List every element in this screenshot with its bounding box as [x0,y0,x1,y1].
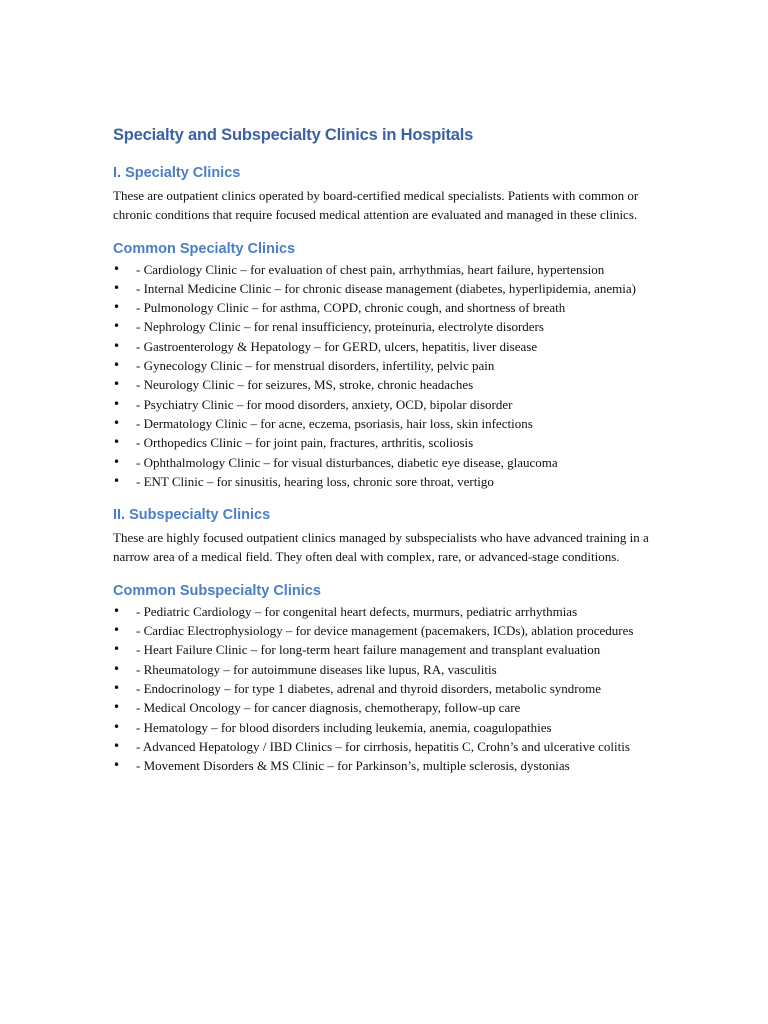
list-item [113,317,658,336]
bullet-icon: • [113,358,121,373]
list-item [113,453,658,472]
bullet-icon: • [113,300,121,315]
bullet-icon: • [113,473,121,488]
list-item-text: - Movement Disorders & MS Clinic – for Parkinson’s, multiple sclerosis, dystonias [136,758,570,774]
list-item-text: - Internal Medicine Clinic – for chronic disease management (diabetes, hyperlipidemia, anemia) [136,280,636,296]
section-subspecialty-clinics [113,505,658,775]
list-item-text: - Ophthalmology Clinic – for visual disturbances, diabetic eye disease, glaucoma [136,454,558,470]
list-item-text: - Neurology Clinic – for seizures, MS, stroke, chronic headaches [136,377,474,393]
list-item [113,395,658,414]
list-item [113,756,658,775]
list-item [113,337,658,356]
bullet-icon: • [113,396,121,411]
list-item-text: - Dermatology Clinic – for acne, eczema, psoriasis, hair loss, skin infections [136,415,533,431]
list-item [113,298,658,317]
list-item-text: - Advanced Hepatology / IBD Clinics – for cirrhosis, hepatitis C, Crohn’s and ulcerative colitis [136,738,630,754]
list-item [113,602,658,621]
list-item [113,640,658,659]
subspecialty-list-heading: Common Subspecialty Clinics [113,582,321,599]
bullet-icon: • [113,738,121,753]
list-item-text: - Rheumatology – for autoimmune diseases like lupus, RA, vasculitis [136,661,497,677]
list-item-text: - Endocrinology – for type 1 diabetes, adrenal and thyroid disorders, metabolic syndrome [136,680,601,696]
list-item [113,260,658,279]
bullet-icon: • [113,319,121,334]
list-item-text: - Pulmonology Clinic – for asthma, COPD, chronic cough, and shortness of breath [136,300,566,316]
list-item-text: - Cardiac Electrophysiology – for device management (pacemakers, ICDs), ablation procedures [136,623,634,639]
bullet-icon: • [113,661,121,676]
subspecialty-description: These are highly focused outpatient clinics managed by subspecialists who have advanced training in a narrow area of a medical field. They often deal with complex, rare, or advanced-stage conditions. [113,530,649,565]
bullet-icon: • [113,280,121,295]
list-item-text: - Orthopedics Clinic – for joint pain, fractures, arthritis, scoliosis [136,435,474,451]
list-item [113,660,658,679]
list-item-text: - Gastroenterology & Hepatology – for GERD, ulcers, hepatitis, liver disease [136,338,538,354]
list-item [113,679,658,698]
bullet-icon: • [113,377,121,392]
bullet-icon: • [113,454,121,469]
list-item-text: - Gynecology Clinic – for menstrual disorders, infertility, pelvic pain [136,358,495,374]
specialty-description: These are outpatient clinics operated by board-certified medical specialists. Patients with common or chronic conditions that require focused medical attention are evaluated and managed in these clinics. [113,188,639,223]
list-item [113,698,658,717]
list-item-text: - Pediatric Cardiology – for congenital heart defects, murmurs, pediatric arrhythmias [136,603,578,619]
bullet-icon: • [113,603,121,618]
list-item-text: - Heart Failure Clinic – for long-term heart failure management and transplant evaluation [136,642,601,658]
section-specialty-clinics [113,163,658,491]
list-item [113,718,658,737]
list-item [113,737,658,756]
list-item [113,621,658,640]
list-item [113,279,658,298]
bullet-icon: • [113,338,121,353]
list-item-text: - Medical Oncology – for cancer diagnosis, chemotherapy, follow-up care [136,700,521,716]
list-item-text: - Cardiology Clinic – for evaluation of chest pain, arrhythmias, heart failure, hypertension [136,261,605,277]
subspecialty-clinic-list [113,602,658,776]
section-heading-specialty: I. Specialty Clinics [113,165,241,181]
bullet-icon: • [113,758,121,773]
document-title: Specialty and Subspecialty Clinics in Hospitals [113,126,474,144]
list-item-text: - Hematology – for blood disorders including leukemia, anemia, coagulopathies [136,719,552,735]
bullet-icon: • [113,435,121,450]
list-item [113,356,658,375]
bullet-icon: • [113,623,121,638]
bullet-icon: • [113,719,121,734]
bullet-icon: • [113,415,121,430]
list-item [113,472,658,491]
list-item [113,433,658,452]
bullet-icon: • [113,642,121,657]
list-item [113,414,658,433]
bullet-icon: • [113,261,121,276]
specialty-list-heading: Common Specialty Clinics [113,240,296,257]
list-item-text: - ENT Clinic – for sinusitis, hearing loss, chronic sore throat, vertigo [136,473,494,489]
document-page [113,124,658,789]
bullet-icon: • [113,680,121,695]
bullet-icon: • [113,700,121,715]
section-heading-subspecialty: II. Subspecialty Clinics [113,507,271,524]
list-item-text: - Nephrology Clinic – for renal insufficiency, proteinuria, electrolyte disorders [136,319,544,335]
specialty-clinic-list [113,260,658,492]
list-item [113,375,658,394]
list-item-text: - Psychiatry Clinic – for mood disorders, anxiety, OCD, bipolar disorder [136,396,513,412]
